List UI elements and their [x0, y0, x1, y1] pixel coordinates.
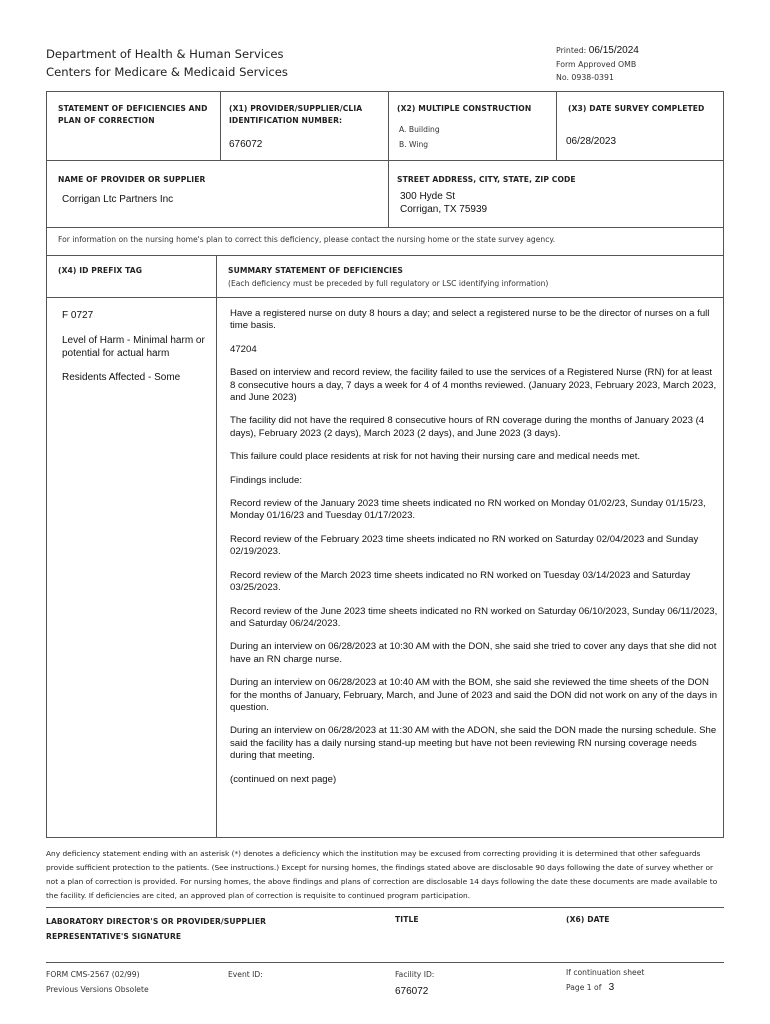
- paragraph: During an interview on 06/28/2023 at 11:30 AM with the ADON, she said the DON made the nursing schedule. She said the facility has a daily nursing stand-up meeting but have not been reviewing RN nursing coverage needs during that meeting.: [230, 725, 717, 762]
- continuation-label: If continuation sheet: [566, 968, 645, 977]
- paragraph: During an interview on 06/28/2023 at 10:30 AM with the DON, she said she tried to cover any days that she did not have an RN charge nurse.: [230, 641, 717, 665]
- paragraph: Have a registered nurse on duty 8 hours a day; and select a registered nurse to be the director of nurses on a full time basis.: [230, 308, 710, 332]
- info-note: For information on the nursing home's plan to correct this deficiency, please contact the nursing home or the state survey agency.: [58, 235, 556, 244]
- paragraph: Record review of the February 2023 time sheets indicated no RN worked on Saturday 02/04/2023 and Sunday 02/19/2023.: [230, 533, 699, 558]
- x3-label: (X3) DATE SURVEY COMPLETED: [568, 104, 705, 113]
- residents-affected: Residents Affected - Some: [62, 372, 181, 383]
- summary-sublabel: (Each deficiency must be preceded by full regulatory or LSC identifying information): [228, 279, 549, 288]
- address-label: STREET ADDRESS, CITY, STATE, ZIP CODE: [397, 175, 576, 184]
- divider: [47, 255, 723, 256]
- title-label: TITLE: [395, 915, 419, 924]
- disclaimer: Any deficiency statement ending with an asterisk (*) denotes a deficiency which the institution may be excused from correcting providing it is determined that other safeguards provide sufficient protection to the patients. (See instructions.) Except for nursing homes, the findings stated above are disclosable 90 days following the date of survey whether or not a plan of correction is provided. For nursing homes, the above findings and plans of correction are disclosable 14 days following the date these documents are made available to the facility. If deficiencies are cited, an approved plan of correction is requisite to continued program participation.: [46, 849, 718, 900]
- survey-date: 06/28/2023: [566, 136, 617, 147]
- page-info: [566, 965, 644, 995]
- facility-id: 676072: [395, 986, 429, 997]
- deficiency-form: [46, 91, 724, 838]
- omb-number: No. 0938-0391: [556, 73, 614, 82]
- form-info: [46, 967, 149, 997]
- summary-body: [230, 308, 718, 797]
- divider: [216, 255, 217, 838]
- divider: [47, 227, 723, 228]
- address-line-1: 300 Hyde St: [400, 191, 456, 202]
- form-number: FORM CMS-2567 (02/99): [46, 970, 140, 979]
- wing-field: B. Wing: [399, 140, 429, 149]
- department-name: Department of Health & Human Services: [46, 47, 284, 61]
- divider: [46, 962, 724, 963]
- x2-label: (X2) MULTIPLE CONSTRUCTION: [397, 104, 532, 113]
- tag-id: F 0727: [62, 310, 94, 321]
- paragraph: Findings include:: [230, 474, 302, 486]
- provider-name-label: NAME OF PROVIDER OR SUPPLIER: [58, 175, 206, 184]
- paragraph: 47204: [230, 343, 257, 355]
- event-id-label: Event ID:: [228, 970, 263, 979]
- paragraph: Based on interview and record review, the facility failed to use the services of a Registered Nurse (RN) for at least 8 consecutive hours a day, 7 days a week for 4 of 4 months reviewed. (January 2023, February 2023, March 2023, and June 2023): [230, 367, 717, 404]
- divider: [46, 907, 724, 908]
- id-prefix-label: (X4) ID PREFIX TAG: [58, 266, 143, 275]
- printed-date: Printed: 06/15/2024: [556, 45, 639, 56]
- paragraph: Record review of the March 2023 time sheets indicated no RN worked on Tuesday 03/14/2023 and Saturday 03/25/2023.: [230, 569, 691, 594]
- paragraph: During an interview on 06/28/2023 at 10:40 AM with the BOM, she said she reviewed the time sheets of the DON for the months of January, February, March, and June of 2023 and said the DON did not work on any of the days in question.: [230, 677, 718, 713]
- form-approved: Form Approved OMB: [556, 59, 637, 69]
- divider: [220, 92, 221, 160]
- obsolete-note: Previous Versions Obsolete: [46, 985, 149, 994]
- paragraph: The facility did not have the required 8 consecutive hours of RN coverage during the months of January 2023 (4 days), February 2023 (2 days), March 2023 (2 days), and June 2023 (3 days).: [230, 415, 705, 439]
- page-number: Page 1 of 3: [566, 982, 615, 993]
- building-field: A. Building: [399, 125, 440, 134]
- address-line-2: Corrigan, TX 75939: [400, 204, 488, 215]
- provider-name: Corrigan Ltc Partners Inc: [62, 194, 174, 205]
- centers-name: Centers for Medicare & Medicaid Services: [46, 65, 288, 79]
- facility-id-label: Facility ID:: [395, 970, 435, 979]
- harm-level: Level of Harm - Minimal harm or potential for actual harm: [62, 335, 205, 359]
- divider: [388, 92, 389, 227]
- paragraph: Record review of the June 2023 time sheets indicated no RN worked on Saturday 06/10/2023, Sunday 06/11/2023, and Saturday 06/24/2023.: [230, 605, 718, 629]
- provider-id: 676072: [229, 139, 263, 150]
- divider: [47, 160, 723, 161]
- summary-label: SUMMARY STATEMENT OF DEFICIENCIES: [228, 266, 403, 275]
- statement-label: STATEMENT OF DEFICIENCIES AND PLAN OF CORRECTION: [58, 104, 208, 125]
- paragraph: Record review of the January 2023 time sheets indicated no RN worked on Monday 01/02/23, Sunday 01/15/23, Monday 01/16/23 and Tuesday 01/17/2023.: [230, 498, 706, 522]
- date-label: (X6) DATE: [566, 915, 610, 924]
- signature-label: LABORATORY DIRECTOR'S OR PROVIDER/SUPPLIER REPRESENTATIVE'S SIGNATURE: [46, 917, 267, 941]
- divider: [556, 92, 557, 160]
- paragraph: This failure could place residents at risk for not having their nursing care and medical needs met.: [230, 451, 641, 463]
- form-meta: [556, 44, 639, 85]
- x1-label: (X1) PROVIDER/SUPPLIER/CLIA IDENTIFICATION NUMBER:: [229, 104, 363, 125]
- paragraph: (continued on next page): [230, 773, 337, 785]
- agency-header: [46, 45, 288, 81]
- divider: [47, 297, 723, 298]
